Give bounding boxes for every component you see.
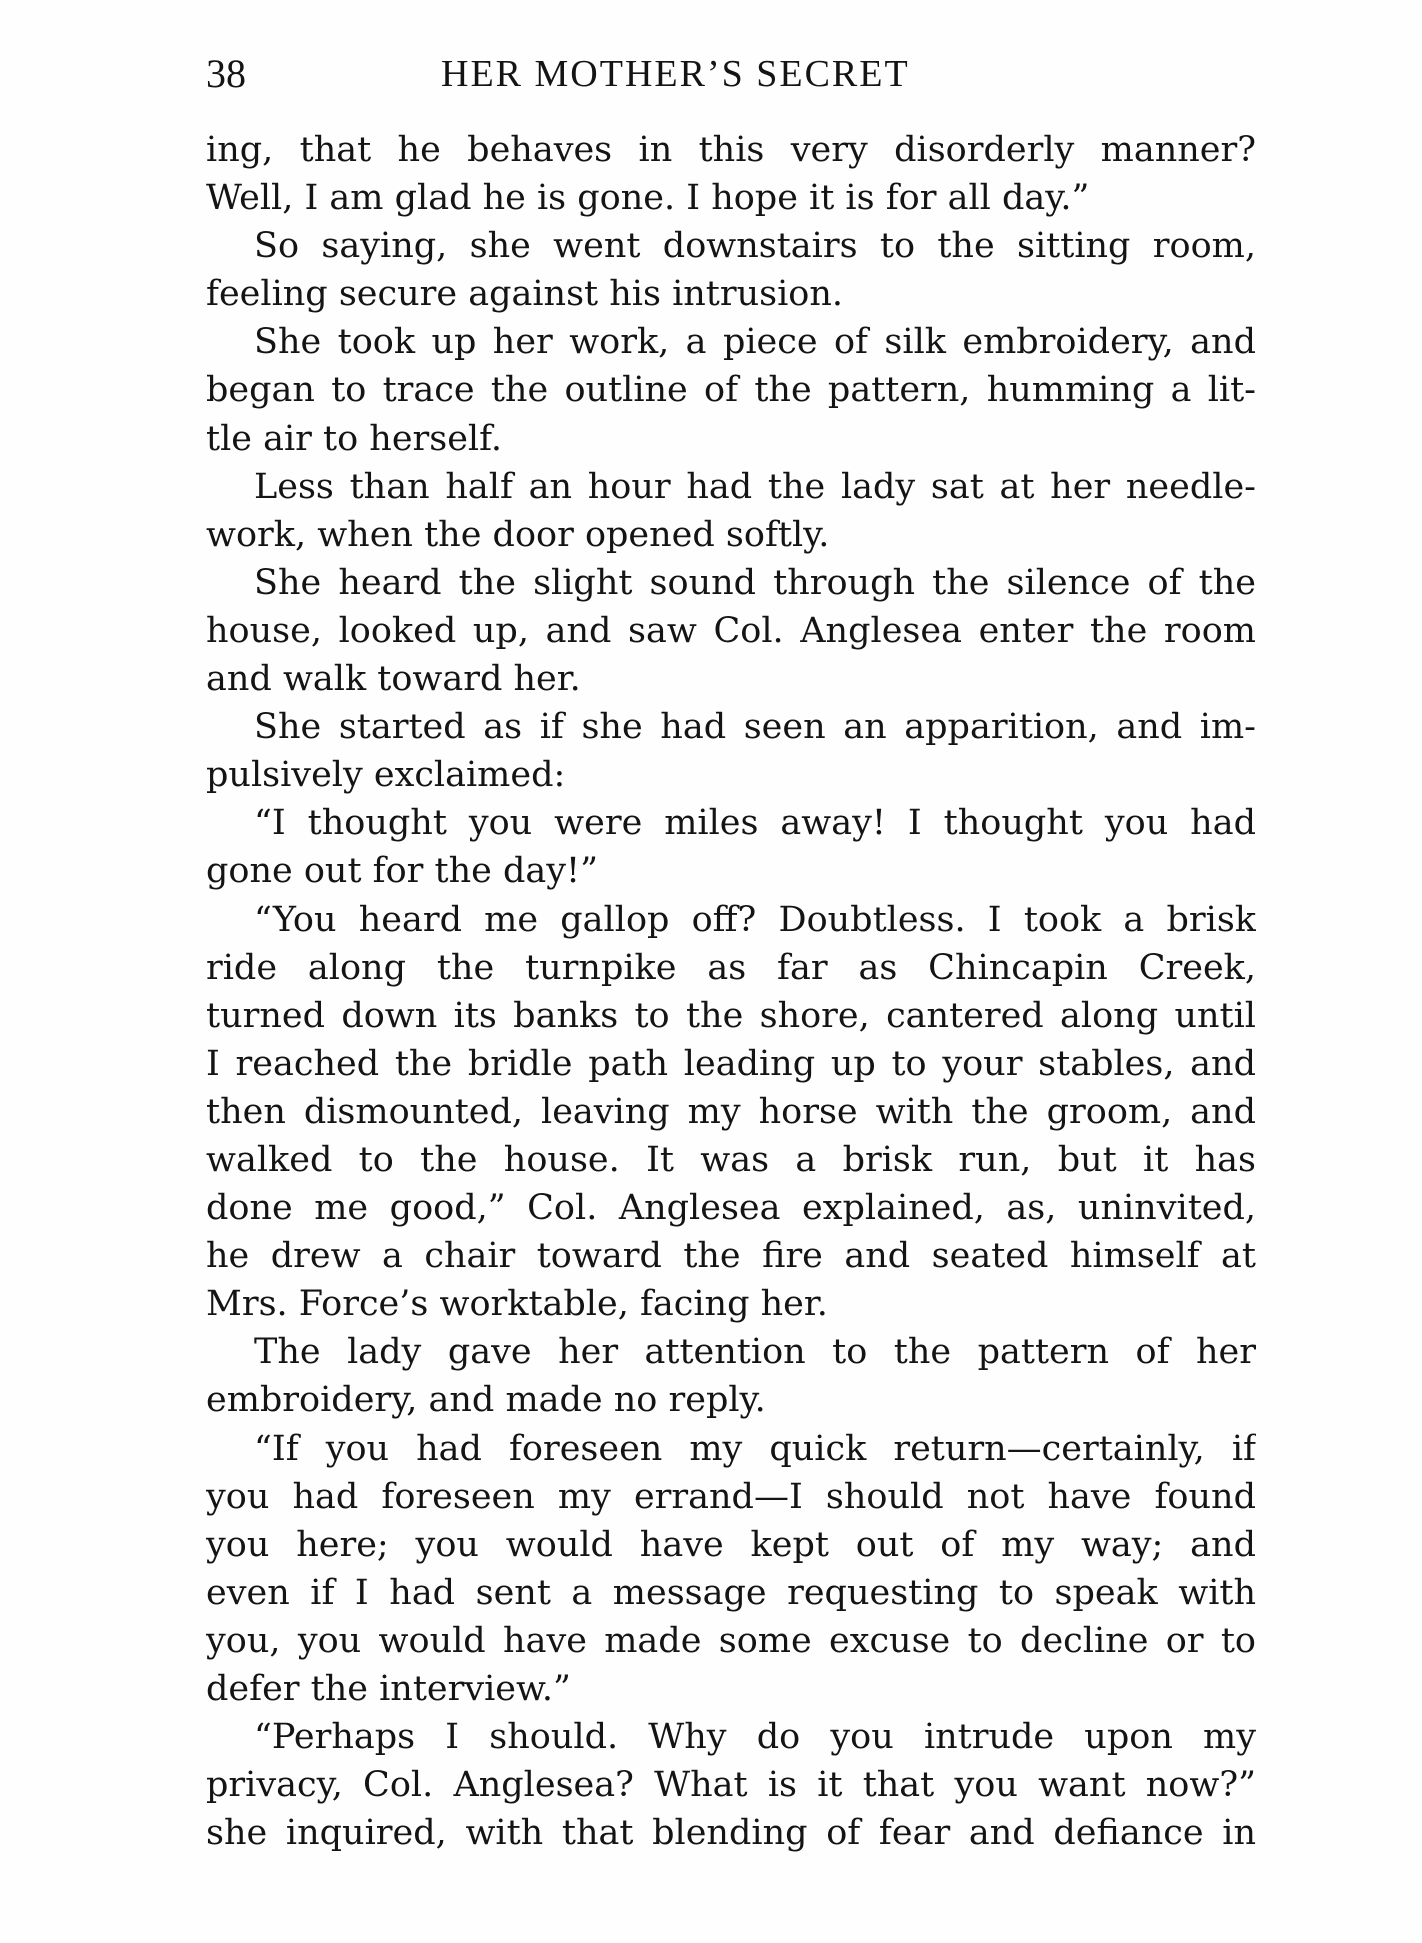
text-line: ing, that he behaves in this very disorderly manner? — [206, 130, 1256, 170]
text-line: So saying, she went downstairs to the sitting room, — [254, 226, 1256, 267]
text-line: embroidery, and made no reply. — [206, 1380, 766, 1421]
text-line: Well, I am glad he is gone. I hope it is for all day.” — [206, 178, 1090, 219]
text-line: even if I had sent a message requesting to speak with — [206, 1572, 1256, 1613]
text-line: tle air to herself. — [206, 418, 502, 459]
text-line: done me good,” Col. Anglesea explained, as, uninvited, — [206, 1188, 1256, 1229]
text-line: ride along the turnpike as far as Chincapin Creek, — [206, 947, 1256, 988]
text-line: you, you would have made some excuse to decline or to — [206, 1620, 1256, 1661]
text-line: turned down its banks to the shore, cantered along until — [206, 995, 1256, 1036]
text-line: she inquired, with that blending of fear and defiance in — [206, 1813, 1256, 1854]
text-line: began to trace the outline of the pattern, humming a lit- — [206, 370, 1256, 411]
text-line: pulsively exclaimed: — [206, 755, 566, 796]
text-line: gone out for the day!” — [206, 851, 598, 892]
page-header — [206, 44, 1256, 104]
page-number: 38 — [206, 51, 246, 96]
text-line: defer the interview.” — [206, 1669, 571, 1709]
text-line: walked to the house. It was a brisk run, but it has — [206, 1139, 1256, 1180]
text-line: She heard the slight sound through the silence of the — [254, 562, 1256, 603]
text-line: “You heard me gallop off? Doubtless. I took a brisk — [254, 899, 1256, 940]
text-line: work, when the door opened softly. — [206, 514, 830, 555]
text-line: he drew a chair toward the fire and seated himself at — [206, 1236, 1256, 1277]
text-line: The lady gave her attention to the pattern of her — [254, 1332, 1256, 1373]
text-line: feeling secure against his intrusion. — [206, 274, 844, 315]
text-line: then dismounted, leaving my horse with the groom, and — [206, 1091, 1256, 1132]
text-line: Less than half an hour had the lady sat at her needle- — [254, 466, 1256, 507]
running-title: HER MOTHER’S SECRET — [441, 53, 910, 95]
text-line: She started as if she had seen an apparition, and im- — [254, 707, 1256, 748]
text-line: house, looked up, and saw Col. Anglesea enter the room — [206, 610, 1256, 651]
text-line: and walk toward her. — [206, 659, 581, 700]
text-line: I reached the bridle path leading up to your stables, and — [206, 1043, 1256, 1084]
text-line: “I thought you were miles away! I thought you had — [254, 803, 1256, 844]
text-line: “Perhaps I should. Why do you intrude upon my — [254, 1717, 1256, 1758]
text-line: privacy, Col. Anglesea? What is it that you want now?” — [206, 1765, 1256, 1806]
text-line: “If you had foreseen my quick return—certainly, if — [254, 1428, 1256, 1469]
text-line: you here; you would have kept out of my way; and — [206, 1524, 1256, 1565]
text-line: She took up her work, a piece of silk embroidery, and — [254, 322, 1256, 363]
text-line: you had foreseen my errand—I should not have found — [206, 1476, 1256, 1517]
text-line: Mrs. Force’s worktable, facing her. — [206, 1284, 828, 1325]
body-text — [206, 126, 1256, 1857]
